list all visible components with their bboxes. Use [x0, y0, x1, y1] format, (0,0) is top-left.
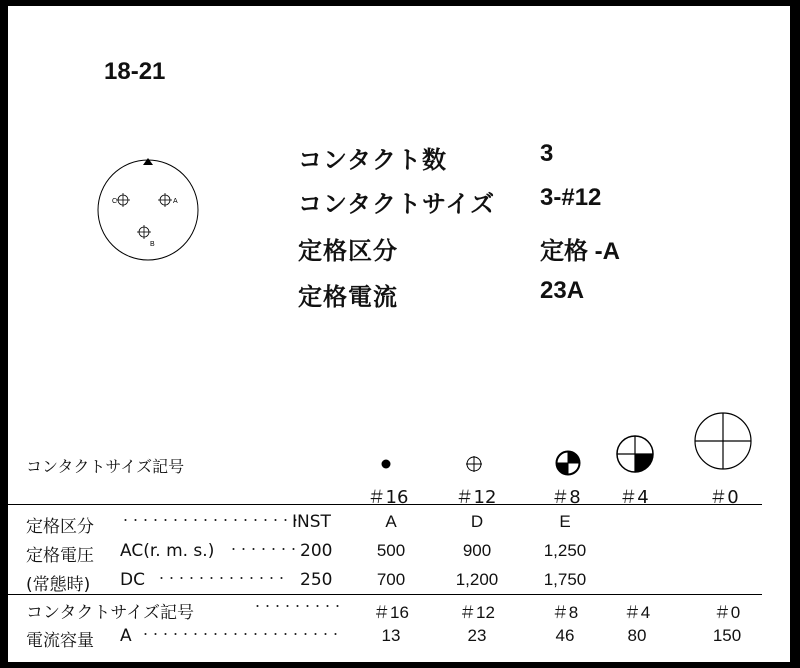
- spec-value-contact-size: 3-#12: [540, 184, 602, 211]
- leader-dots: ・・・・・・・・・: [252, 600, 342, 613]
- contact-16-symbol-icon: [378, 456, 394, 472]
- key-marker-icon: [143, 158, 153, 165]
- table-rule-middle: [8, 594, 762, 595]
- rating-row-label: 定格区分: [26, 517, 94, 537]
- connector-face-diagram: [92, 152, 204, 266]
- current-row-unit: A: [120, 626, 132, 646]
- current-cell: 23: [467, 626, 487, 645]
- rating-row-unit: 250: [300, 570, 333, 590]
- rating-cell: E: [559, 512, 571, 531]
- size-label-8: ＃8: [551, 487, 581, 508]
- spec-label-contact-size: コンタクトサイズ: [298, 190, 496, 218]
- spec-value-rated-current: 23A: [540, 277, 585, 304]
- spec-label-rated-current: 定格電流: [298, 283, 398, 311]
- current-cell: 80: [627, 626, 647, 645]
- size-cell: ＃16: [373, 603, 409, 622]
- rating-row-label: 定格電圧: [26, 546, 94, 566]
- size-cell: ＃12: [459, 603, 495, 622]
- rating-cell: 1,750: [543, 570, 587, 589]
- current-cell: 13: [381, 626, 401, 645]
- pin-b-icon: [137, 225, 151, 239]
- spec-label-contact-count: コンタクト数: [298, 146, 448, 174]
- rating-cell: 1,250: [543, 541, 587, 560]
- size-row-label: コンタクトサイズ記号: [26, 603, 194, 623]
- model-number: 18-21: [104, 58, 166, 85]
- size-label-0: ＃0: [709, 487, 739, 508]
- rating-cell: A: [385, 512, 397, 531]
- size-label-4: ＃4: [619, 487, 649, 508]
- current-cell: 46: [555, 626, 575, 645]
- contact-8-symbol-icon: [552, 447, 584, 479]
- pin-c-icon: [116, 193, 130, 207]
- pin-a-label: A: [173, 198, 178, 205]
- spec-label-rating-class: 定格区分: [298, 237, 398, 265]
- pin-c-label: C: [112, 198, 118, 205]
- contact-4-symbol-icon: [614, 433, 656, 475]
- leader-dots: ・・・・・・・・・・・・・・・・・・・・: [140, 628, 340, 641]
- rating-row-sub: DC: [120, 570, 145, 590]
- pin-b-label: B: [150, 241, 155, 248]
- size-label-16: ＃16: [367, 487, 409, 508]
- rating-cell: 1,200: [455, 570, 499, 589]
- rating-row-unit: INST: [292, 512, 331, 532]
- table-rule-top: [8, 504, 762, 505]
- contact-12-symbol-icon: [464, 454, 484, 474]
- rating-cell: 500: [376, 541, 406, 560]
- size-cell: ＃0: [713, 603, 741, 622]
- size-cell: ＃8: [551, 603, 579, 622]
- leader-dots: ・・・・・・・・・・・・・: [156, 572, 286, 585]
- leader-dots: ・・・・・・・: [228, 543, 298, 556]
- size-label-12: ＃12: [455, 487, 497, 508]
- spec-value-contact-count: 3: [540, 140, 554, 167]
- rating-cell: 700: [376, 570, 406, 589]
- current-row-label: 電流容量: [26, 631, 94, 651]
- current-cell: 150: [712, 626, 742, 645]
- pin-a-icon: [158, 193, 172, 207]
- contact-0-symbol-icon: [692, 410, 754, 472]
- rating-cell: 900: [462, 541, 492, 560]
- rating-row-unit: 200: [300, 541, 333, 561]
- size-cell: ＃4: [623, 603, 651, 622]
- rating-cell: D: [470, 512, 484, 531]
- rating-row-sub: AC(r. m. s.): [120, 541, 215, 561]
- leader-dots: ・・・・・・・・・・・・・・・・・・: [120, 514, 300, 527]
- contact-size-symbols-title: コンタクトサイズ記号: [26, 457, 185, 476]
- spec-value-rating-class: 定格 -A: [540, 238, 620, 265]
- rating-row-label: (常態時): [26, 575, 91, 595]
